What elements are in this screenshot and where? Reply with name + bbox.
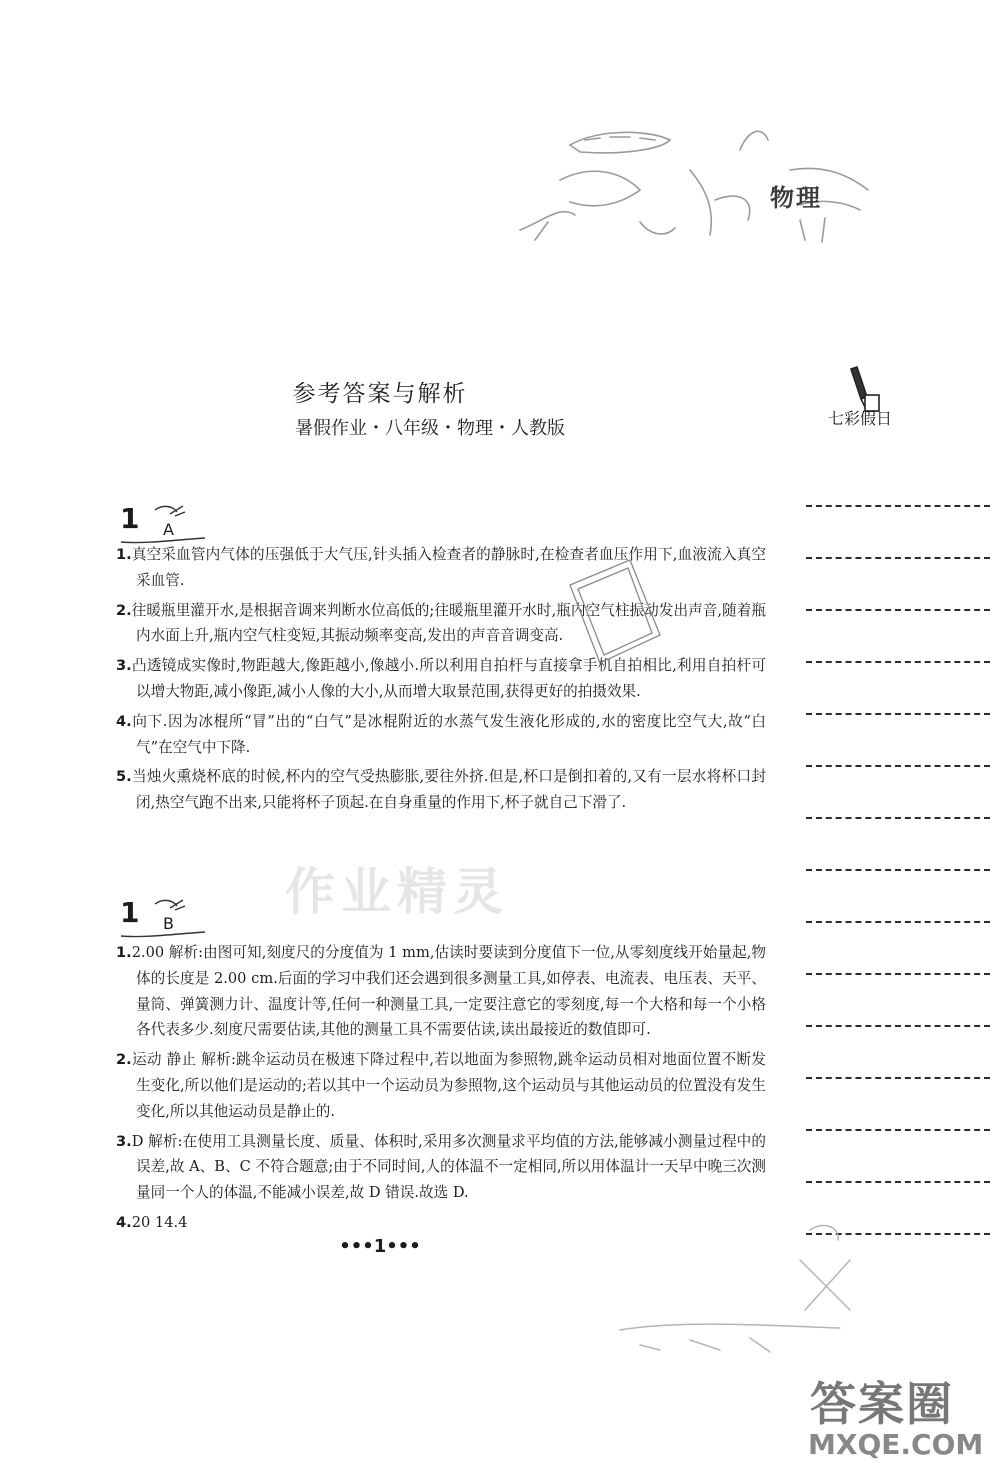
answer-item: 3.D 解析:在使用工具测量长度、质量、体积时,采用多次测量求平均值的方法,能够减小测量过程中的误差,故 A、B、C 不符合题意;由于不同时间,人的体温不一定相同,所以用体温计一天早中晚三次测量同一个人的体温,不能减小误差,故 D 错误.故选 D. [116,1132,766,1202]
page-number: •••1••• [339,1236,421,1257]
answer-item: 3.凸透镜成实像时,物距越大,像距越小,像越小.所以利用自拍杆与直接拿手机自拍相比,利用自拍杆可以增大物距,减小像距,减小人像的大小,从而增大取景范围,获得更好的拍摄效果. [116,657,766,700]
header-decoration-illustration [500,110,880,260]
subject-label: 物理 [770,184,822,212]
brand-site-text: MXQE.COM [808,1428,984,1461]
section-number: 1 [120,502,140,535]
note-line [806,871,990,923]
note-line [806,611,990,663]
note-line [806,507,990,559]
section-number: 1 [120,896,140,929]
page-title: 参考答案与解析 [292,381,468,407]
note-line [806,715,990,767]
answer-item: 1.2.00 解析:由图可知,刻度尺的分度值为 1 mm,估读时要读到分度值下一位,从零刻度线开始量起,物体的长度是 2.00 cm.后面的学习中我们还会遇到很多测量工具,如停表、电流表、电压表、天平、量筒、弹簧测力计、温度计等,任何一种测量工具,一定要注意它的零刻度,每一个大格和每一个小格各代表多少.刻度尺需要估读,其他的测量工具不需要估读,读出最接近的数值即可. [116,944,766,1039]
note-line [806,767,990,819]
note-line [806,975,990,1027]
section-header-1b [115,896,225,946]
section-part: A [163,520,174,539]
answer-item: 4.20 14.4 [116,1213,188,1231]
question-list-1b [116,940,766,1240]
page-subtitle: 暑假作业・八年级・物理・人教版 [295,418,565,439]
answer-item: 2.往暖瓶里灌开水,是根据音调来判断水位高低的;往暖瓶里灌开水时,瓶内空气柱振动发出声音,随着瓶内水面上升,瓶内空气柱变短,其振动频率变高,发出的声音音调变高. [116,601,766,645]
watermark-text: 作业精灵 [285,863,509,921]
note-line [806,1131,990,1183]
note-line [806,559,990,611]
note-line [806,923,990,975]
note-line [806,1027,990,1079]
note-lines [806,455,990,1215]
note-line [806,819,990,871]
brand-logo-text: 答案圈 [810,1377,954,1431]
sidebar-label: 七彩假日 [828,409,893,428]
note-line [806,1079,990,1131]
answer-item: 2.运动 静止 解析:跳伞运动员在极速下降过程中,若以地面为参照物,跳伞运动员相对地面位置不断发生变化,所以他们是运动的;若以其中一个运动员为参照物,这个运动员与其他运动员的位置没有发生变化,所以其他运动员是静止的. [116,1051,766,1120]
note-line [806,663,990,715]
stamp-decoration [560,555,670,670]
note-line [806,455,990,507]
answer-item: 1.真空采血管内气体的压强低于大气压,针头插入检查者的静脉时,在检查者血压作用下,血液流入真空采血管. [116,546,766,589]
answer-item: 4.向下.因为冰棍所“冒”出的“白气”是冰棍附近的水蒸气发生液化形成的,水的密度比空气大,故“白气”在空气中下降. [116,712,766,756]
section-part: B [163,914,174,933]
answer-item: 5.当烛火熏烧杯底的时候,杯内的空气受热膨胀,要往外挤.但是,杯口是倒扣着的,又有一层水将杯口封闭,热空气跑不出来,只能将杯子顶起.在自身重量的作用下,杯子就自己下滑了. [116,768,766,812]
